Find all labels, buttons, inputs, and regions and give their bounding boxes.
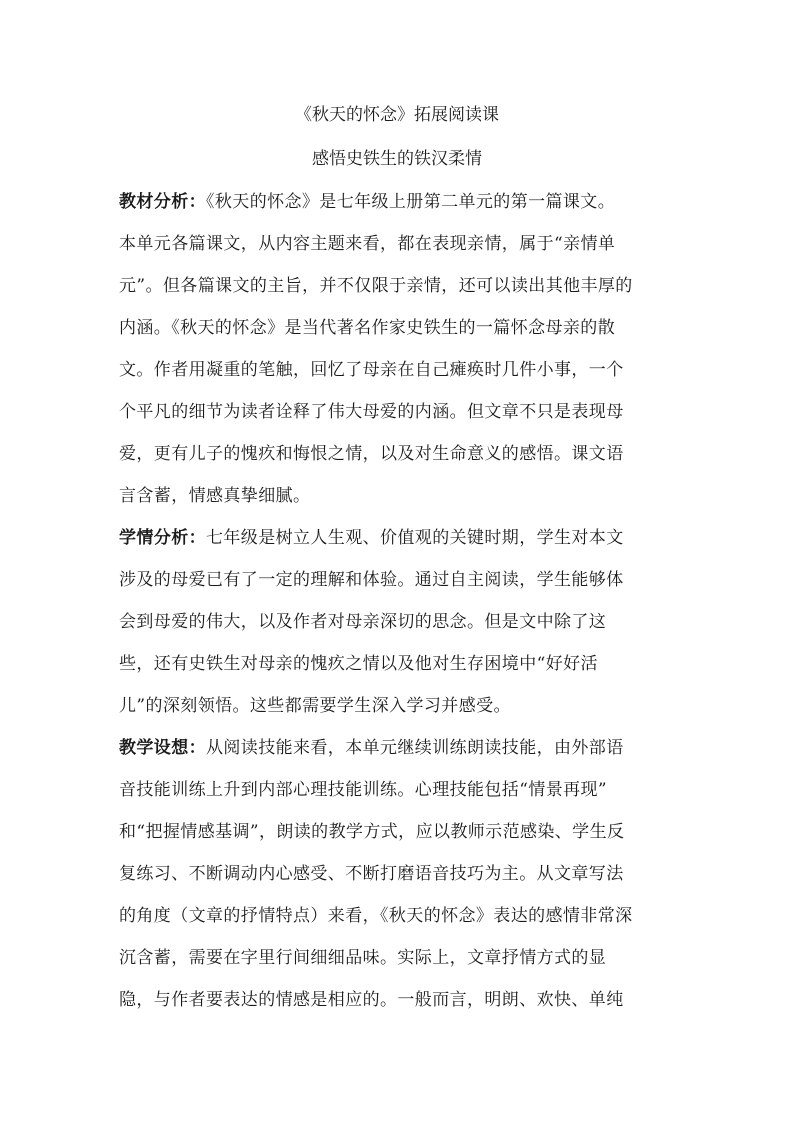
document-subtitle: 感悟史铁生的铁汉柔情 bbox=[312, 149, 482, 169]
paragraph-text: 七年级是树立人生观、价值观的关键时期，学生对本文 bbox=[206, 528, 624, 548]
section-heading-teaching-plan: 教学设想： bbox=[119, 738, 206, 758]
section-heading-student-analysis: 学情分析： bbox=[119, 528, 206, 548]
paragraph-line: 复练习、不断调动内心感受、不断打磨语音技巧为主。从文章写法 bbox=[119, 864, 624, 884]
paragraph-text: 《秋天的怀念》是七年级上册第二单元的第一篇课文。 bbox=[206, 192, 616, 212]
paragraph-line: 涉及的母爱已有了一定的理解和体验。通过自主阅读，学生能够体 bbox=[119, 570, 624, 590]
paragraph-line: 的角度（文章的抒情特点）来看，《秋天的怀念》表达的感情非常深 bbox=[119, 906, 633, 926]
paragraph-text: 从阅读技能来看，本单元继续训练朗读技能，由外部语 bbox=[206, 738, 624, 758]
paragraph-line: 个平凡的细节为读者诠释了伟大母爱的内涵。但文章不只是表现母 bbox=[119, 402, 624, 422]
paragraph-line: 文。作者用凝重的笔触，回忆了母亲在自己瘫痪时几件小事，一个 bbox=[119, 360, 624, 380]
paragraph-line: 言含蓄，情感真挚细腻。 bbox=[119, 486, 311, 506]
paragraph-line: 儿”的深刻领悟。这些都需要学生深入学习并感受。 bbox=[119, 696, 511, 716]
paragraph-line: 些，还有史铁生对母亲的愧疚之情以及他对生存困境中“好好活 bbox=[119, 654, 598, 674]
paragraph-line: 隐，与作者要表达的情感是相应的。一般而言，明朗、欢快、单纯 bbox=[119, 990, 624, 1010]
paragraph-line: 本单元各篇课文，从内容主题来看，都在表现亲情，属于“亲情单 bbox=[119, 234, 616, 254]
paragraph-line: 和“把握情感基调”，朗读的教学方式，应以教师示范感染、学生反 bbox=[119, 822, 625, 842]
document-title: 《秋天的怀念》拓展阅读课 bbox=[295, 105, 499, 125]
paragraph-line: 音技能训练上升到内部心理技能训练。心理技能包括“情景再现” bbox=[119, 780, 607, 800]
paragraph-line bbox=[119, 526, 679, 550]
paragraph-line: 沉含蓄，需要在字里行间细细品味。实际上，文章抒情方式的显 bbox=[119, 948, 607, 968]
paragraph-line bbox=[119, 190, 679, 214]
paragraph-line: 会到母爱的伟大，以及作者对母亲深切的思念。但是文中除了这 bbox=[119, 612, 607, 632]
paragraph-line: 爱，更有儿子的愧疚和悔恨之情，以及对生命意义的感悟。课文语 bbox=[119, 444, 624, 464]
section-heading-textbook-analysis: 教材分析： bbox=[119, 192, 206, 212]
paragraph-line: 内涵。《秋天的怀念》是当代著名作家史铁生的一篇怀念母亲的散 bbox=[119, 318, 616, 338]
paragraph-line: 元”。但各篇课文的主旨，并不仅限于亲情，还可以读出其他丰厚的 bbox=[119, 276, 633, 296]
paragraph-line bbox=[119, 736, 679, 760]
